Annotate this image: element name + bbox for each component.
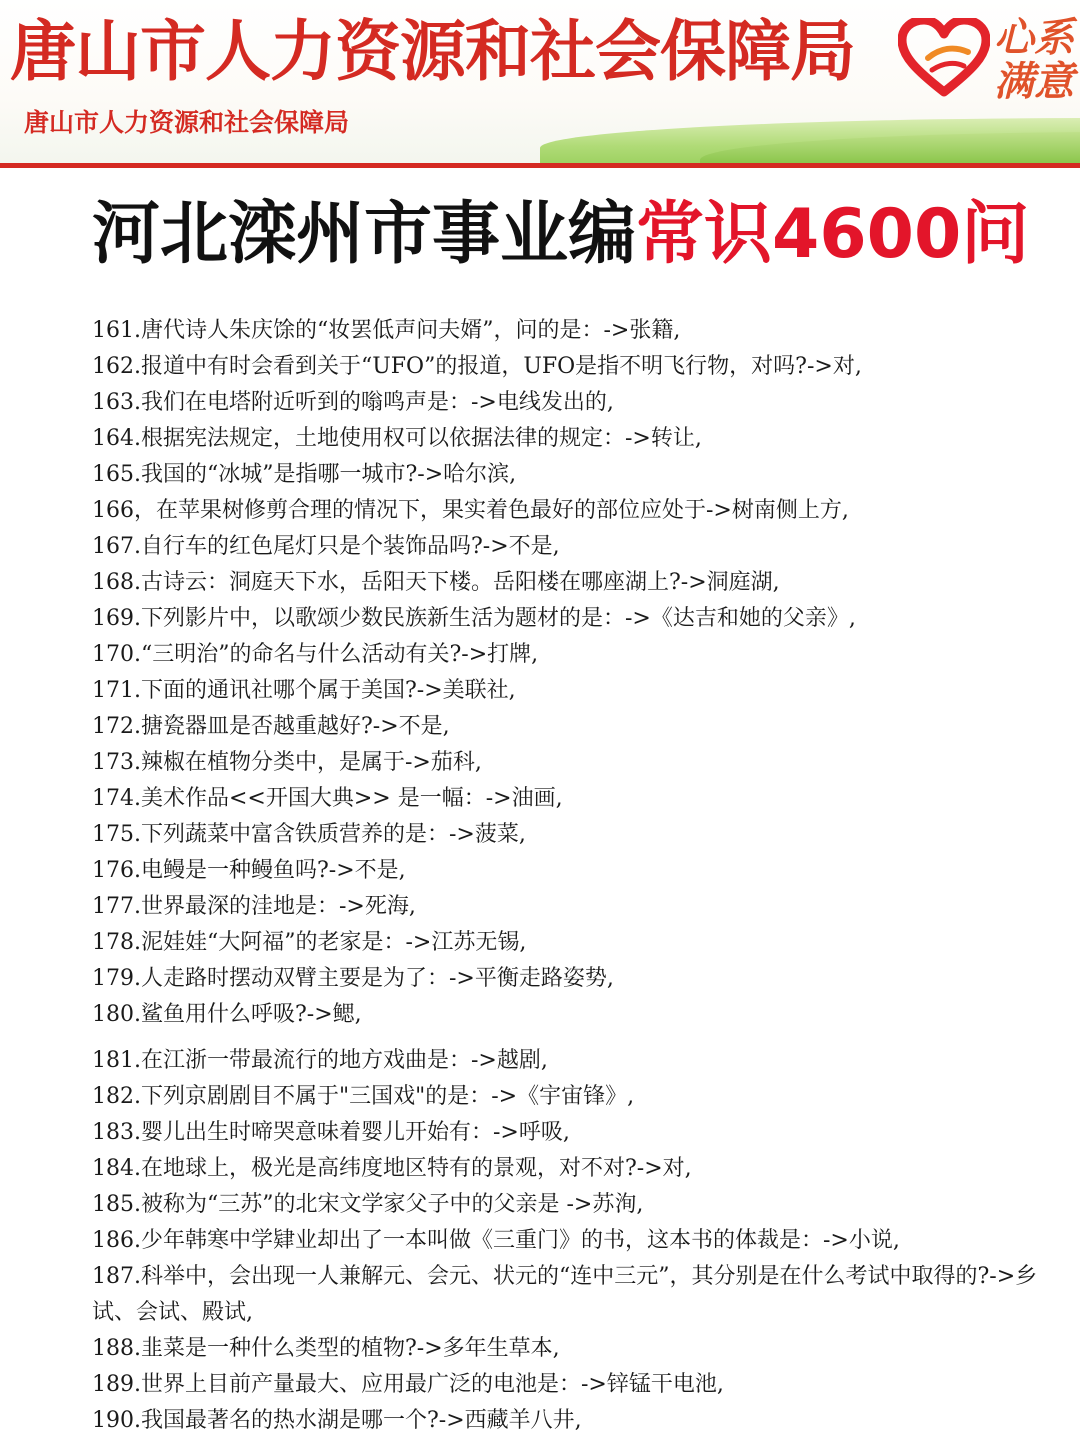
question-item: 185.被称为“三苏”的北宋文学家父子中的父亲是 ->苏洵, [92, 1192, 644, 1217]
question-item: 168.古诗云：洞庭天下水，岳阳天下楼。岳阳楼在哪座湖上?->洞庭湖, [92, 570, 780, 595]
question-item: 174.美术作品<<开国大典>> 是一幅：->油画, [92, 786, 563, 811]
question-item: 178.泥娃娃“大阿福”的老家是：->江苏无锡, [92, 930, 527, 955]
question-item: 186.少年韩寒中学肄业却出了一本叫做《三重门》的书，这本书的体裁是：->小说, [92, 1228, 900, 1253]
question-item: 171.下面的通讯社哪个属于美国?->美联社, [92, 678, 516, 703]
question-item: 176.电鳗是一种鳗鱼吗?->不是, [92, 858, 406, 883]
question-item: 187.科举中，会出现一人兼解元、会元、状元的“连中三元”，其分别是在什么考试中取得的?->乡试、会试、殿试, [92, 1264, 1038, 1325]
logo-text-line: 心系 [994, 16, 1074, 61]
question-item: 177.世界最深的洼地是：->死海, [92, 894, 416, 919]
logo-text [994, 16, 1080, 104]
page-title-main: 河北滦州市事业编 [92, 195, 637, 274]
question-item: 161.唐代诗人朱庆馀的“妆罢低声问夫婿”，问的是：->张籍, [92, 318, 681, 343]
page-title-highlight: 常识4600问 [636, 195, 1030, 274]
question-item: 169.下列影片中，以歌颂少数民族新生活为题材的是：->《达吉和她的父亲》, [92, 606, 856, 631]
question-item: 184.在地球上，极光是高纬度地区特有的景观，对不对?->对, [92, 1156, 692, 1181]
question-item: 190.我国最著名的热水湖是哪一个?->西藏羊八井, [92, 1408, 582, 1433]
question-item: 179.人走路时摆动双臂主要是为了：->平衡走路姿势, [92, 966, 614, 991]
heart-logo-icon [898, 18, 990, 98]
question-item: 173.辣椒在植物分类中，是属于->茄科, [92, 750, 482, 775]
question-item: 166，在苹果树修剪合理的情况下，果实着色最好的部位应处于->树南侧上方, [92, 498, 849, 523]
banner-subtitle: 唐山市人力资源和社会保障局 [24, 108, 350, 137]
question-item: 181.在江浙一带最流行的地方戏曲是：->越剧, [92, 1048, 548, 1073]
question-item: 164.根据宪法规定，土地使用权可以依据法律的规定：->转让, [92, 426, 702, 451]
question-item: 175.下列蔬菜中富含铁质营养的是：->菠菜, [92, 822, 526, 847]
header-banner [0, 0, 1080, 163]
question-item: 165.我国的“冰城”是指哪一城市?->哈尔滨, [92, 462, 517, 487]
question-list [92, 313, 1052, 1439]
page-title [92, 193, 1052, 277]
question-item: 163.我们在电塔附近听到的嗡鸣声是：->电线发出的, [92, 390, 614, 415]
banner-title: 唐山市人力资源和社会保障局 [10, 13, 855, 90]
question-item: 172.搪瓷器皿是否越重越好?->不是, [92, 714, 450, 739]
question-item: 167.自行车的红色尾灯只是个装饰品吗?->不是, [92, 534, 560, 559]
logo-text-line: 满意 [994, 59, 1074, 104]
question-item: 170.“三明治”的命名与什么活动有关?->打牌, [92, 642, 539, 667]
question-item: 180.鲨鱼用什么呼吸?->鳃, [92, 1002, 362, 1027]
question-item: 183.婴儿出生时啼哭意味着婴儿开始有：->呼吸, [92, 1120, 570, 1145]
question-item: 162.报道中有时会看到关于“UFO”的报道，UFO是指不明飞行物，对吗?->对, [92, 354, 862, 379]
question-item: 188.韭菜是一种什么类型的植物?->多年生草本, [92, 1336, 560, 1361]
header-divider [0, 163, 1080, 168]
question-item: 189.世界上目前产量最大、应用最广泛的电池是：->锌锰干电池, [92, 1372, 724, 1397]
question-item: 182.下列京剧剧目不属于"三国戏"的是：->《宇宙锋》, [92, 1084, 635, 1109]
